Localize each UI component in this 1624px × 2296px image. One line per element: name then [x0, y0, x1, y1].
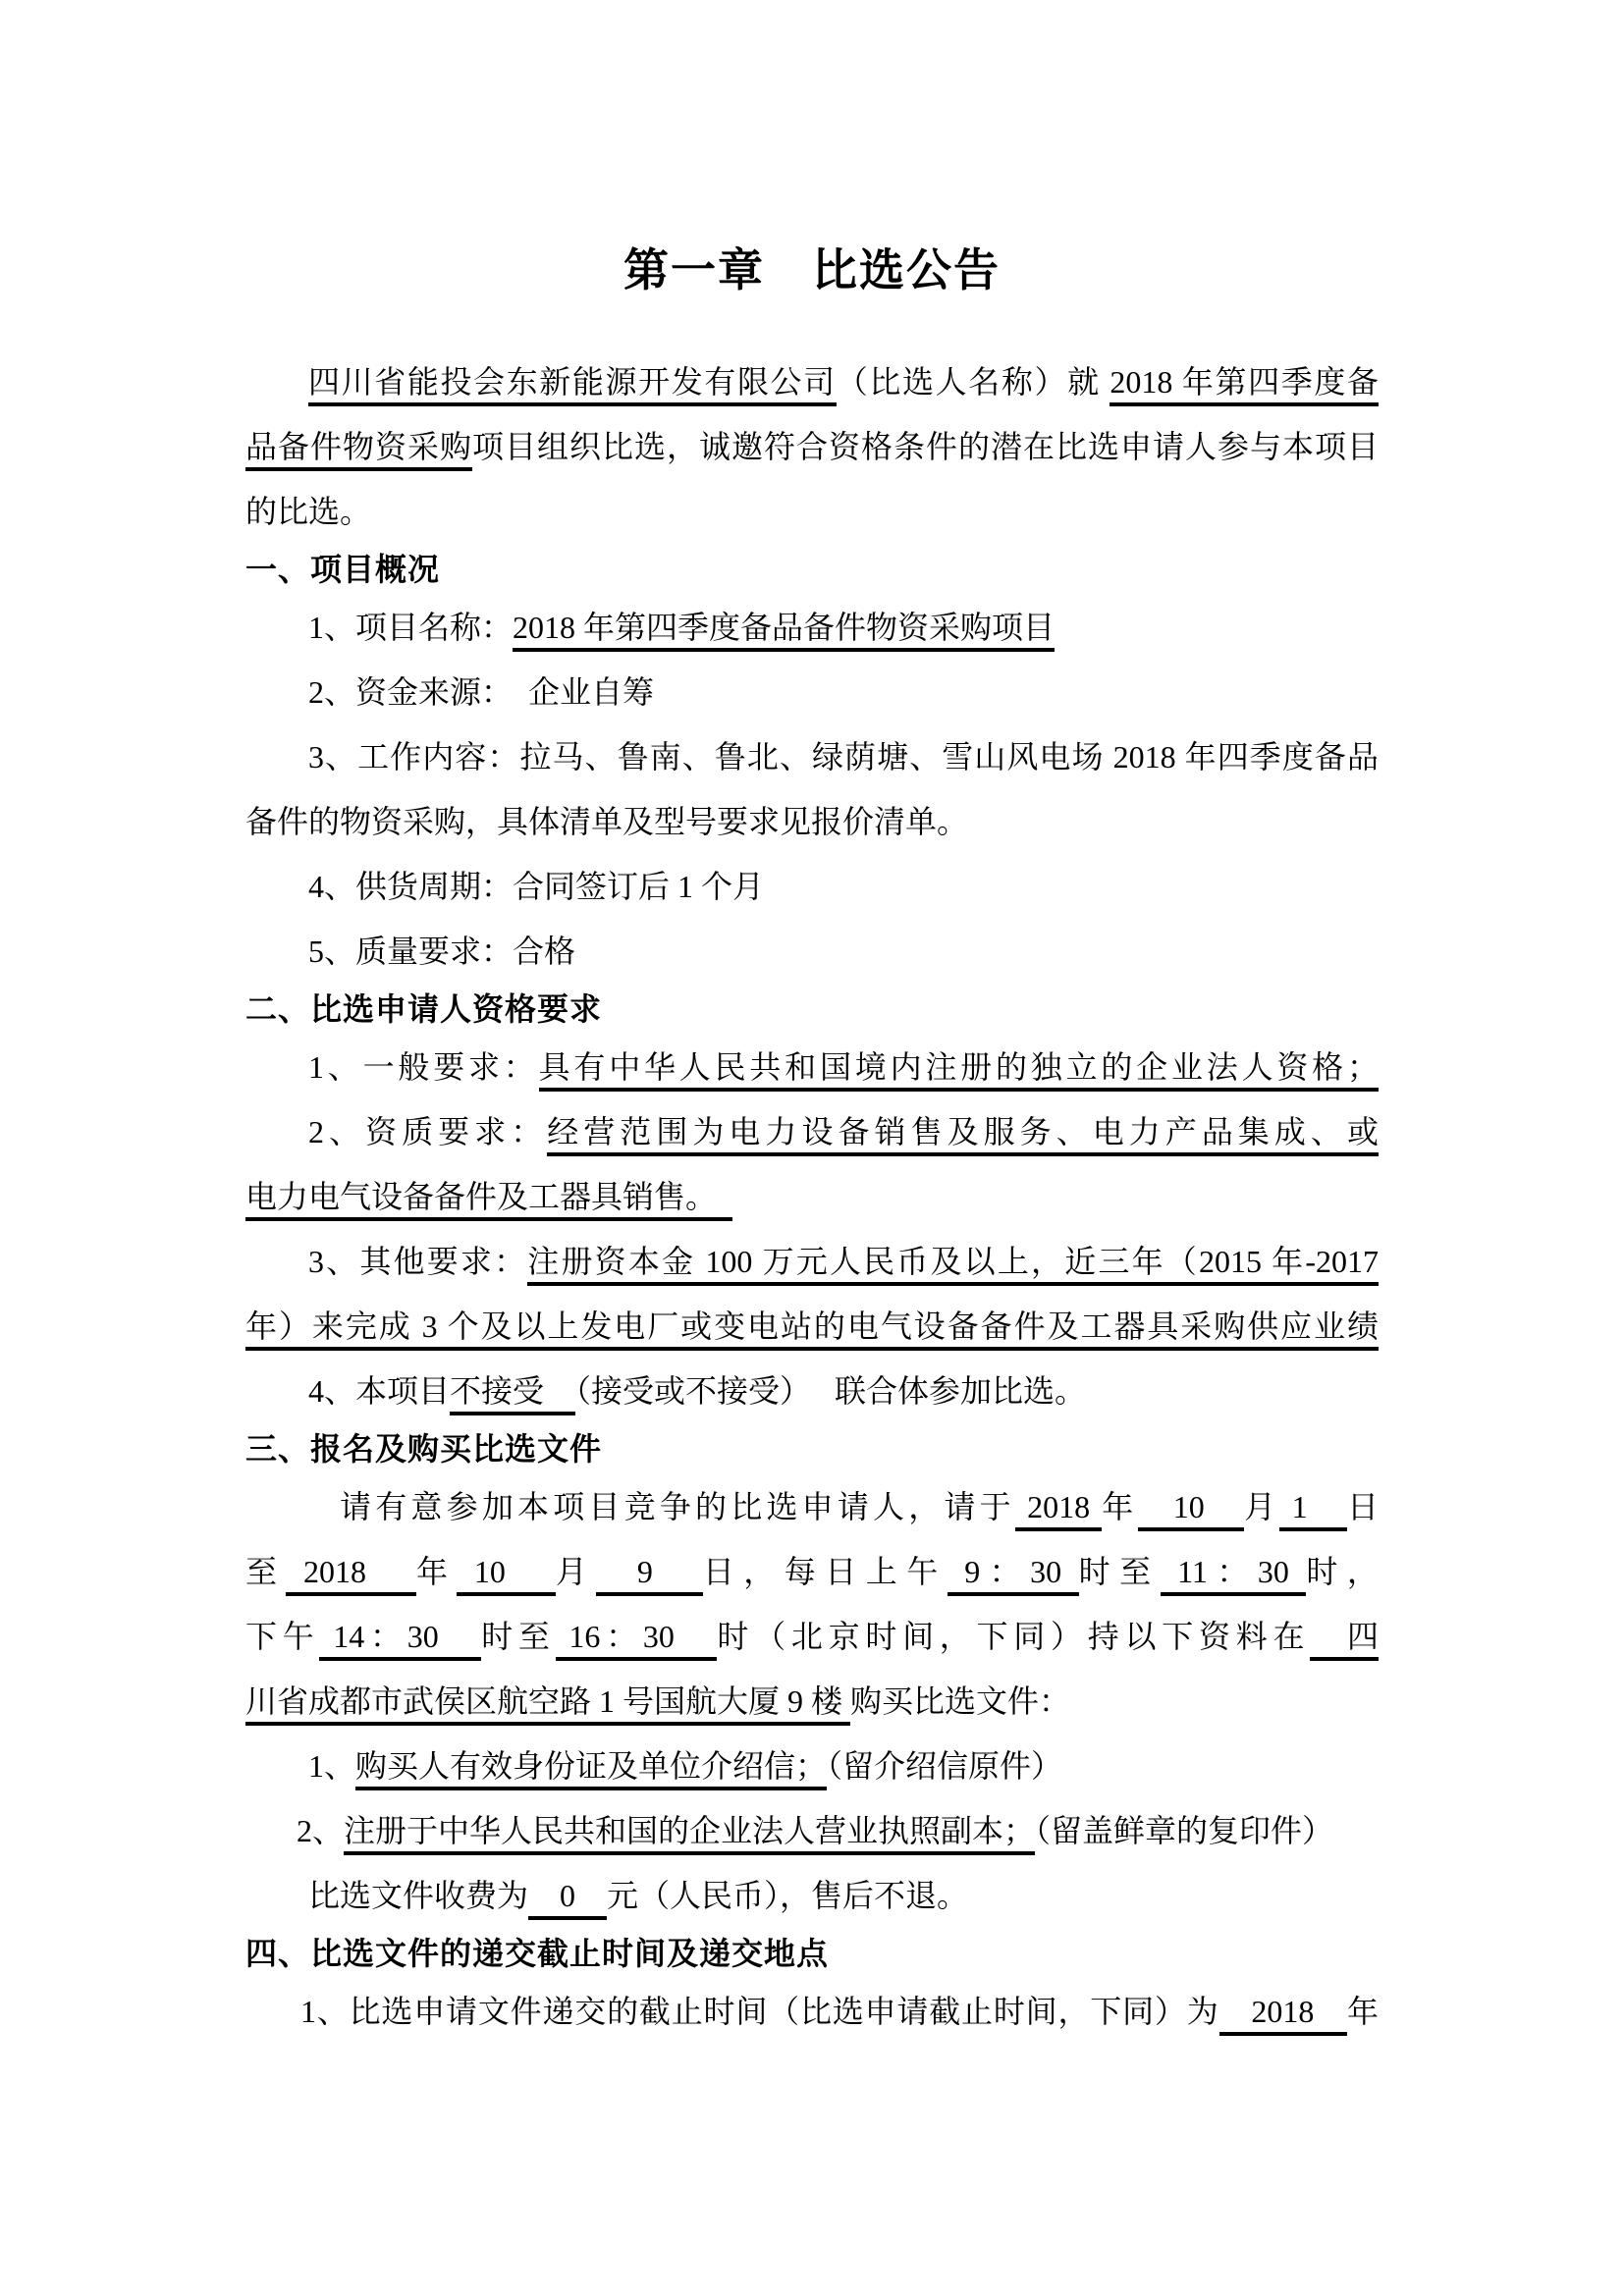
- section-3-paragraph-line-3: [245, 1604, 1379, 1669]
- underlined-text: 1: [1279, 1489, 1347, 1531]
- text-run: 年: [415, 1554, 458, 1589]
- page-title: 第一章 比选公告: [623, 245, 1001, 295]
- text-run: 2、资金来源： 企业自筹: [308, 674, 655, 710]
- underlined-text: 注册资本金 100 万元人民币及以上，近三年（2015 年-2017: [527, 1244, 1379, 1286]
- section-1-item-5: [245, 919, 1379, 984]
- underlined-text: 10: [1138, 1489, 1245, 1531]
- section-1-item-2: [245, 660, 1379, 724]
- text-run: 三、报名及购买比选文件: [245, 1430, 603, 1468]
- text-run: 4、本项目: [308, 1373, 451, 1409]
- text-run: 比选文件收费为: [308, 1878, 529, 1913]
- section-3-paragraph-line-1: [245, 1474, 1379, 1539]
- underlined-text: 四川省能投会东新能源开发有限公司: [308, 364, 837, 406]
- section-1-item-3-line-1: [245, 724, 1379, 789]
- text-run: 二、比选申请人资格要求: [245, 990, 603, 1028]
- text-run: 时至: [1078, 1554, 1161, 1589]
- text-run: （留介绍信原件）: [827, 1748, 1063, 1784]
- section-2-item-4: [245, 1359, 1379, 1423]
- text-run: （留盖鲜章的复印件）: [1035, 1813, 1334, 1848]
- section-3-paragraph-line-2: [245, 1539, 1379, 1604]
- section-3-paragraph-line-4: [245, 1669, 1379, 1734]
- text-run: 1、一般要求：: [308, 1049, 539, 1085]
- text-run: 下午: [245, 1619, 320, 1654]
- text-run: 4、供货周期：合同签订后 1 个月: [308, 869, 765, 904]
- underlined-text: 2018: [1219, 1994, 1347, 2036]
- intro-paragraph-line-1: [245, 349, 1379, 414]
- underlined-text: 四: [1310, 1619, 1379, 1661]
- text-run: 时至: [481, 1619, 556, 1654]
- section-2-item-2-line-1: [245, 1099, 1379, 1164]
- text-run: 项目组织比选，诚邀符合资格条件的潜在比选申请人参与本项目: [472, 429, 1379, 464]
- text-run: 年: [1346, 1994, 1379, 2029]
- document-body: [245, 349, 1379, 2044]
- section-3-heading: [245, 1423, 1379, 1474]
- intro-paragraph-line-3: [245, 479, 1379, 544]
- section-2-item-2-line-2: [245, 1164, 1379, 1229]
- section-3-item-2: [245, 1798, 1379, 1863]
- underlined-text: 14：30: [319, 1619, 481, 1661]
- section-1-item-1: [245, 595, 1379, 660]
- underlined-text: 9: [596, 1554, 702, 1596]
- text-run: 3、工作内容：拉马、鲁南、鲁北、绿荫塘、雪山风电场 2018 年四季度备品: [308, 739, 1379, 774]
- text-run: 购买比选文件：: [850, 1683, 1071, 1719]
- text-run: 的比选。: [245, 494, 372, 529]
- underlined-text: 年）来完成 3 个及以上发电厂或变电站的电气设备备件及工器具采购供应业绩: [245, 1308, 1379, 1351]
- text-run: 日，每日上午: [702, 1554, 947, 1589]
- underlined-text: 品备件物资采购: [245, 429, 472, 471]
- section-2-item-1: [245, 1035, 1379, 1099]
- text-run: （接受或不接受） 联合体参加比选。: [575, 1373, 1087, 1409]
- underlined-text: 9：30: [947, 1554, 1079, 1596]
- text-run: 请有意参加本项目竞争的比选申请人，请于: [340, 1489, 1015, 1524]
- text-run: 1、: [308, 1748, 356, 1784]
- section-1-item-4: [245, 854, 1379, 919]
- text-run: 备件的物资采购，具体清单及型号要求见报价清单。: [245, 804, 969, 839]
- underlined-text: 2018 年第四季度备品备件物资采购项目: [513, 610, 1055, 652]
- underlined-text: 电力电气设备备件及工器具销售。: [245, 1179, 732, 1221]
- text-run: 一、项目概况: [245, 551, 441, 588]
- text-run: 至: [245, 1554, 287, 1589]
- text-run: 四、比选文件的递交截止时间及递交地点: [245, 1935, 830, 1972]
- underlined-text: 川省成都市武侯区航空路 1 号国航大厦 9 楼: [245, 1683, 850, 1726]
- underlined-text: 16：30: [556, 1619, 718, 1661]
- intro-paragraph-line-2: [245, 414, 1379, 479]
- section-2-item-3-line-2: [245, 1294, 1379, 1359]
- text-run: 1、项目名称：: [308, 610, 514, 645]
- text-run: 时（北京时间，下同）持以下资料在: [717, 1619, 1311, 1654]
- text-run: 3、其他要求：: [308, 1244, 528, 1279]
- text-run: 时，: [1306, 1554, 1379, 1589]
- underlined-text: 2018: [1015, 1489, 1102, 1531]
- underlined-text: 不接受: [450, 1373, 575, 1415]
- underlined-text: 2018: [286, 1554, 415, 1596]
- section-1-item-3-line-2: [245, 789, 1379, 854]
- section-2-item-3-line-1: [245, 1229, 1379, 1294]
- underlined-text: 具有中华人民共和国境内注册的独立的企业法人资格；: [539, 1049, 1379, 1092]
- text-run: 元（人民币），售后不退。: [607, 1878, 969, 1913]
- underlined-text: 注册于中华人民共和国的企业法人营业执照副本；: [344, 1813, 1035, 1855]
- section-4-heading: [245, 1928, 1379, 1979]
- section-1-heading: [245, 544, 1379, 595]
- text-run: 2、: [297, 1813, 345, 1848]
- text-run: （比选人名称）就: [836, 364, 1110, 400]
- text-run: 月: [1244, 1489, 1280, 1524]
- text-run: 5、质量要求：合格: [308, 934, 576, 969]
- text-run: 月: [555, 1554, 597, 1589]
- underlined-text: 10: [457, 1554, 555, 1596]
- underlined-text: 购买人有效身份证及单位介绍信；: [355, 1748, 827, 1790]
- underlined-text: 0: [528, 1878, 607, 1920]
- text-run: 日: [1346, 1489, 1379, 1524]
- section-3-fee-line: [245, 1863, 1379, 1928]
- section-4-item-1: [245, 1979, 1379, 2044]
- text-run: 年: [1102, 1489, 1138, 1524]
- text-run: 2、资质要求：: [308, 1114, 548, 1149]
- underlined-text: 11：30: [1161, 1554, 1307, 1596]
- text-run: 1、比选申请文件递交的截止时间（比选申请截止时间，下同）为: [300, 1994, 1219, 2029]
- section-2-heading: [245, 984, 1379, 1035]
- underlined-text: 2018 年第四季度备: [1110, 364, 1379, 406]
- section-3-item-1: [245, 1734, 1379, 1798]
- underlined-text: 经营范围为电力设备销售及服务、电力产品集成、或: [547, 1114, 1379, 1156]
